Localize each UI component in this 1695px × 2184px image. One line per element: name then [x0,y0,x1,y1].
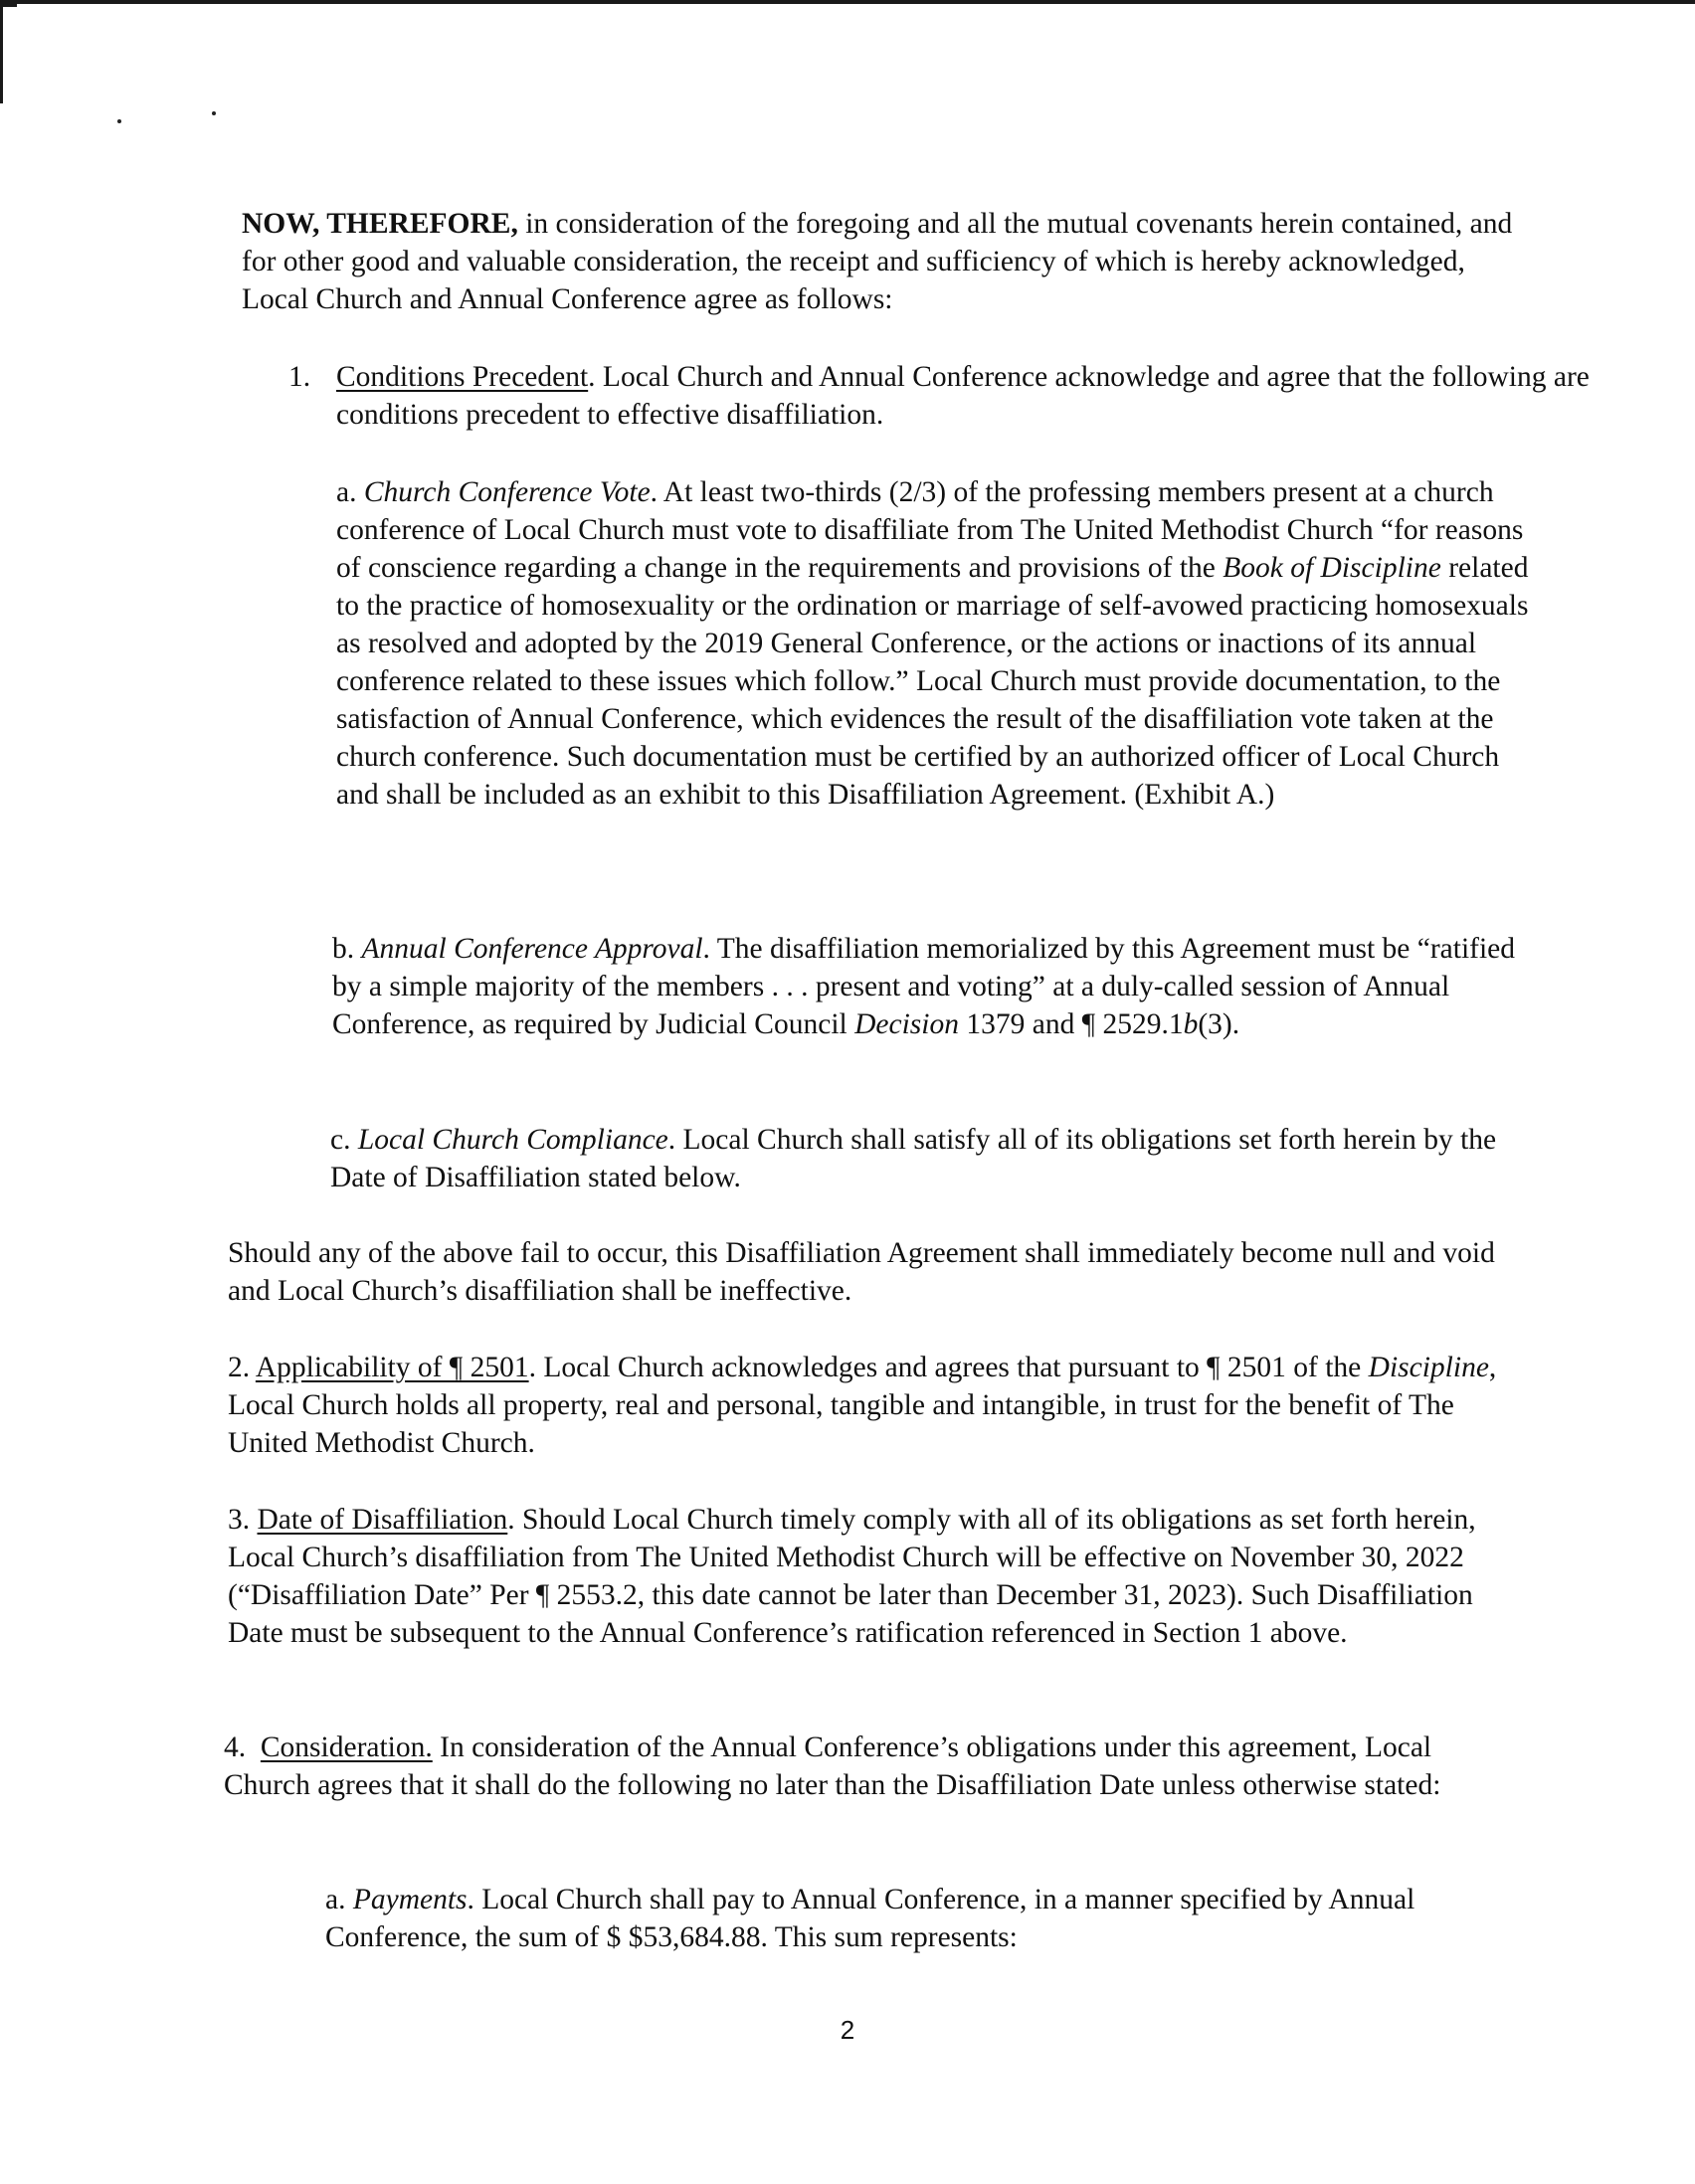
section-1b [332,930,1542,1043]
section-3-heading: Date of Disaffiliation [257,1504,508,1536]
section-2-heading: Applicability of ¶ 2501 [255,1352,529,1383]
section-1c-label: c. [330,1124,358,1156]
section-4a-heading: Payments [352,1884,468,1915]
section-1b-decision: Decision [854,1008,959,1040]
section-1b-subpara: b [1183,1008,1199,1040]
scan-speck [212,111,216,115]
section-2 [228,1349,1521,1462]
section-3-label: 3. [228,1504,258,1536]
section-4a-text: . Local Church shall pay to Annual Conference, in a manner specified by Annual Conference, the sum of $ $53,684.88. This sum represents: [325,1884,1415,1953]
section-1b-text-2: 1379 and ¶ 2529.1 [958,1008,1184,1040]
intro-text: in consideration of the foregoing and all the mutual covenants herein contained, and for other good and valuable consideration, the receipt and sufficiency of which is hereby acknowledged, Local Church and Annual Conference agree as follows: [242,208,1513,315]
section-3-text: . Should Local Church timely comply with all of its obligations as set forth herein, Local Church’s disaffiliation from The United Methodist Church will be effective on November 30, 2022 (“Disaffiliation Date” Per ¶ 2553.2, this date cannot be later than December 31, 2023). Such Disaffiliation Date must be subsequent to the Annual Conference’s ratification referenced in Section 1 above. [228,1504,1476,1649]
section-1c-text: . Local Church shall satisfy all of its obligations set forth herein by the Date of Disaffiliation stated below. [330,1124,1497,1193]
scan-speck [117,119,121,123]
section-2-text-1: . Local Church acknowledges and agrees that pursuant to ¶ 2501 of the [528,1352,1369,1383]
section-4a-label: a. [325,1884,353,1915]
scan-border-left [0,4,3,103]
section-1a-text-1: . At least two-thirds (2/3) of the professing members present at a church conference of Local Church must vote to disaffiliate from The United Methodist Church “for reasons of conscience regarding a change in the requirements and provisions of the [336,476,1524,584]
section-1b-label: b. [332,933,362,965]
section-1c-heading: Local Church Compliance [357,1124,668,1156]
section-1-heading: Conditions Precedent [336,361,589,393]
failure-paragraph: Should any of the above fail to occur, this Disaffiliation Agreement shall immediately become null and void and Local Church’s disaffiliation shall be ineffective. [228,1237,1495,1307]
section-2-text-2: , Local Church holds all property, real and personal, tangible and intangible, in trust for the benefit of The United Methodist Church. [228,1352,1497,1459]
section-1b-text-1: . The disaffiliation memorialized by this Agreement must be “ratified by a simple majority of the members . . . present and voting” at a duly-called session of Annual Conference, as required by Judicial Council [332,933,1516,1040]
section-4 [224,1729,1517,1804]
intro-paragraph [242,205,1535,318]
scan-border-corner [3,4,17,7]
section-1b-text-3: (3). [1198,1008,1240,1040]
section-1a-label: a. [336,476,364,508]
section-4a [325,1881,1499,1956]
section-2-label: 2. [228,1352,256,1383]
intro-lead: NOW, THEREFORE, [242,208,518,240]
section-4-heading: Consideration. [260,1731,433,1763]
section-1-text: . Local Church and Annual Conference acknowledge and agree that the following are conditions precedent to effective disaffiliation. [336,361,1590,431]
page-number: 2 [840,2015,855,2045]
section-2-discipline: Discipline [1368,1352,1489,1383]
section-4-label: 4. [224,1731,261,1763]
section-1a-heading: Church Conference Vote [363,476,651,508]
section-1a-text-2: related to the practice of homosexuality or the ordination or marriage of self-avowed practicing homosexuals as resolved and adopted by the 2019 General Conference, or the actions or inactions of its annual conference related to these issues which follow.” Local Church must provide documentation, to the satisfaction of Annual Conference, which evidences the result of the disaffiliation vote taken at the church conference. Such documentation must be certified by an authorized officer of Local Church and shall be included as an exhibit to this Disaffiliation Agreement. (Exhibit A.) [336,552,1529,811]
section-3 [228,1501,1521,1652]
section-1a [336,473,1542,814]
section-1c [330,1121,1542,1196]
section-1a-book-title: Book of Discipline [1223,552,1441,584]
section-4-text: In consideration of the Annual Conference’s obligations under this agreement, Local Church agrees that it shall do the following no later than the Disaffiliation Date unless otherwise stated: [224,1731,1441,1801]
scan-border-top [0,0,1695,4]
section-1-number: 1. [288,361,311,393]
section-1b-heading: Annual Conference Approval [361,933,703,965]
section-1 [288,358,1590,434]
